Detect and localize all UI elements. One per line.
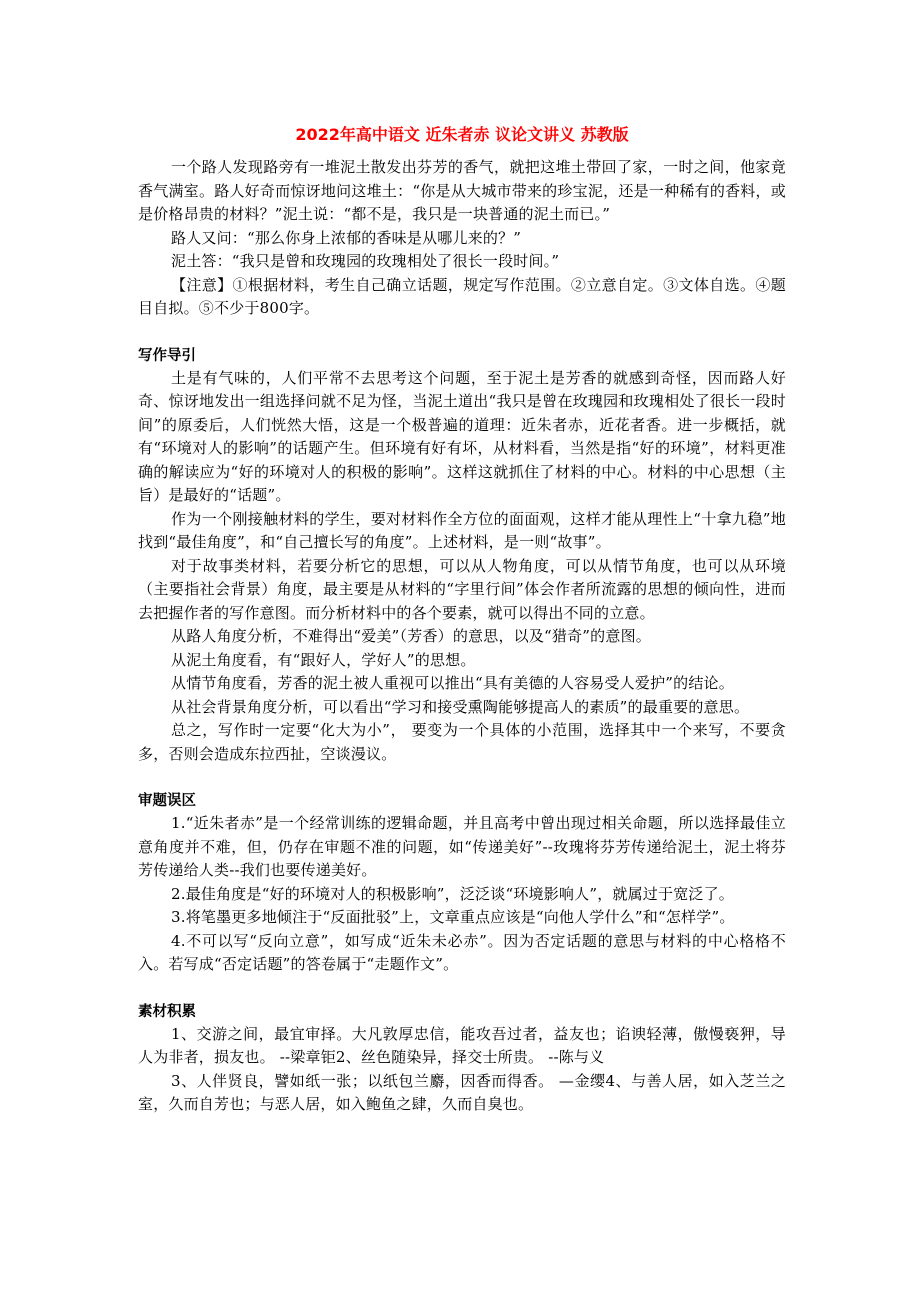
section-paragraph: 对于故事类材料，若要分析它的思想，可以从人物角度，可以从情节角度，也可以从环境（主要指社会背景）角度，最主要是从材料的“字里行间”体会作者所流露的思想的倾向性，进而去把握作者的写作意图。而分析材料中的各个要素，就可以得出不同的立意。 — [138, 556, 786, 622]
section-paragraph: 1.“近朱者赤”是一个经常训练的逻辑命题，并且高考中曾出现过相关命题，所以选择最佳立意角度并不难，但，仍存在审题不准的问题，如“传递美好”--玫瑰将芬芳传递给泥土，泥土将芬芳传递给人类--我们也要传递美好。 — [138, 814, 786, 879]
section-writing-guide — [138, 345, 786, 767]
intro-paragraph: 【注意】①根据材料，考生自己确立话题，规定写作范围。②立意自定。③文体自选。④题目自拟。⑤不少于800字。 — [138, 275, 786, 317]
spacer — [138, 321, 786, 345]
section-paragraph: 3.将笔墨更多地倾注于“反面批驳”上，文章重点应该是“向他人学什么”和“怎样学”。 — [171, 908, 735, 926]
section-materials — [138, 1001, 786, 1117]
section-paragraph: 3、人伴贤良，譬如纸一张；以纸包兰麝，因香而得香。 —金缨4、与善人居，如入芝兰之室，久而自芳也；与恶人居，如入鲍鱼之肆，久而自臭也。 — [138, 1071, 786, 1113]
section-paragraph: 从泥土角度看，有“跟好人，学好人”的思想。 — [171, 650, 476, 669]
section-paragraph: 从社会背景角度分析，可以看出“学习和接受熏陶能够提高人的素质”的最重要的意思。 — [171, 697, 750, 716]
section-paragraph: 从情节角度看，芳香的泥土被人重视可以推出“具有美德的人容易受人爱护”的结论。 — [171, 674, 734, 692]
spacer — [138, 766, 786, 790]
section-paragraph: 2.最佳角度是“好的环境对人的积极影响”，泛泛谈“环境影响人”，就属过于宽泛了。 — [171, 884, 734, 903]
section-paragraph: 土是有气味的，人们平常不去思考这个问题，至于泥土是芳香的就感到奇怪，因而路人好奇、惊讶地发出一组选择问就不足为怪，当泥土道出“我只是曾在玫瑰园和玫瑰相处了很长一段时间”的原委后，人们恍然大悟，这是一个极普遍的道理：近朱者赤，近花者香。进一步概括，就有“环境对人的影响”的话题产生。但环境有好有坏，从材料看，当然是指“好的环境”，材料更准确的解读应为“好的环境对人的积极的影响”。这样这就抓住了材料的中心。材料的中心思想（主旨）是最好的“话题”。 — [138, 368, 786, 504]
section-paragraph: 总之，写作时一定要“化大为小”， 要变为一个具体的小范围，选择其中一个来写，不要贪多，否则会造成东拉西扯，空谈漫议。 — [138, 721, 786, 763]
intro-block — [138, 156, 786, 321]
section-paragraph: 1、交游之间，最宜审择。大凡敦厚忠信，能攻吾过者，益友也；谄谀轻薄，傲慢亵狎，导人为非者，损友也。 --梁章钜2、丝色随染异，择交士所贵。 --陈与义 — [138, 1024, 786, 1066]
section-paragraph: 从路人角度分析，不难得出“爱美”（芳香）的意思，以及“猎奇”的意图。 — [171, 627, 651, 645]
section-heading: 审题误区 — [138, 793, 196, 809]
spacer — [138, 977, 786, 1001]
section-heading: 素材积累 — [138, 1003, 196, 1020]
document-title: 2022年高中语文 近朱者赤 议论文讲义 苏教版 — [295, 125, 629, 144]
section-misreadings — [138, 790, 786, 977]
intro-paragraph: 一个路人发现路旁有一堆泥土散发出芬芳的香气，就把这堆土带回了家，一时之间，他家竟香气满室。路人好奇而惊讶地问这堆土：“你是从大城市带来的珍宝泥，还是一种稀有的香料，或是价格昂贵的材料？”泥土说：“都不是，我只是一块普通的泥土而已。” — [138, 158, 786, 223]
intro-paragraph: 路人又问：“那么你身上浓郁的香味是从哪儿来的？” — [171, 228, 522, 247]
section-paragraph: 作为一个刚接触材料的学生，要对材料作全方位的面面观，这样才能从理性上“十拿九稳”地找到“最佳角度”，和“自己擅长写的角度”。上述材料，是一则“故事”。 — [138, 509, 786, 551]
section-paragraph: 4.不可以写“反向立意”，如写成“近朱未必赤”。因为否定话题的意思与材料的中心格格不入。若写成“否定话题”的答卷属于“走题作文”。 — [138, 931, 786, 973]
intro-paragraph: 泥土答：“我只是曾和玫瑰园的玫瑰相处了很长一段时间。” — [171, 252, 560, 270]
section-heading: 写作导引 — [138, 347, 196, 364]
document-page — [138, 124, 786, 1117]
